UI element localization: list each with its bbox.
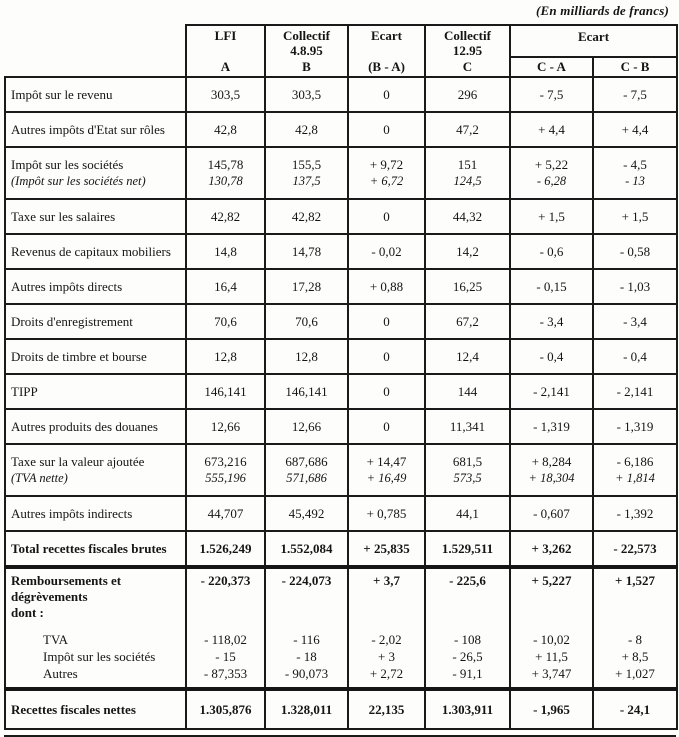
cell-value: 42,8 bbox=[214, 122, 237, 137]
value-cell bbox=[186, 339, 265, 374]
cell-value: 70,6 bbox=[295, 314, 318, 329]
row-label: Impôt sur les sociétés bbox=[11, 157, 124, 172]
value-cell bbox=[425, 444, 510, 496]
cell-value: - 0,15 bbox=[536, 279, 567, 294]
row-label: Taxe sur la valeur ajoutée bbox=[11, 454, 145, 469]
value-cell bbox=[348, 444, 425, 496]
sub-row-label: Autres bbox=[43, 666, 78, 681]
value-cell bbox=[425, 112, 510, 147]
table-row bbox=[5, 304, 677, 339]
value-cell bbox=[348, 77, 425, 112]
value-cell bbox=[593, 234, 677, 269]
cell-value: 12,4 bbox=[456, 349, 479, 364]
cell-value: - 7,5 bbox=[539, 87, 564, 102]
cell-value: - 1,319 bbox=[616, 419, 654, 434]
value-cell bbox=[593, 147, 677, 199]
sub-cell-value: + 3,747 bbox=[531, 666, 572, 681]
cell-value: 0 bbox=[383, 87, 390, 102]
value-cell bbox=[593, 409, 677, 444]
value-cell bbox=[348, 147, 425, 199]
value-cell bbox=[425, 147, 510, 199]
cell-value: - 3,4 bbox=[539, 314, 564, 329]
value-cell bbox=[510, 567, 593, 689]
value-cell bbox=[265, 77, 348, 112]
cell-value: + 3,262 bbox=[531, 541, 572, 556]
cell-value-italic: 124,5 bbox=[453, 174, 482, 188]
value-cell bbox=[510, 147, 593, 199]
value-cell bbox=[186, 77, 265, 112]
cell-value: - 0,02 bbox=[371, 244, 402, 259]
corner-cell bbox=[5, 25, 186, 77]
cell-value: - 1,392 bbox=[616, 506, 654, 521]
cell-value: 681,5 bbox=[452, 454, 483, 469]
row-label-cell bbox=[5, 199, 186, 234]
value-cell bbox=[265, 409, 348, 444]
cell-value-italic: 571,686 bbox=[286, 471, 327, 485]
cell-value: + 0,88 bbox=[369, 279, 404, 294]
value-cell bbox=[186, 531, 265, 567]
value-cell bbox=[425, 199, 510, 234]
cell-value-italic: - 13 bbox=[625, 174, 645, 188]
value-cell bbox=[510, 374, 593, 409]
value-cell bbox=[593, 112, 677, 147]
value-cell bbox=[186, 112, 265, 147]
value-cell bbox=[593, 304, 677, 339]
cell-value: 145,78 bbox=[207, 157, 244, 172]
sub-cell-value: + 3 bbox=[377, 649, 396, 664]
cell-value: 42,8 bbox=[295, 122, 318, 137]
value-cell bbox=[265, 147, 348, 199]
value-cell bbox=[510, 339, 593, 374]
cell-value: 0 bbox=[383, 314, 390, 329]
value-cell bbox=[425, 409, 510, 444]
value-cell bbox=[186, 199, 265, 234]
row-label-cell bbox=[5, 689, 186, 729]
value-cell bbox=[186, 234, 265, 269]
value-cell bbox=[425, 339, 510, 374]
cell-value: 151 bbox=[457, 157, 478, 172]
cell-value: 0 bbox=[383, 384, 390, 399]
sub-cell-value: - 15 bbox=[215, 649, 236, 664]
value-cell bbox=[348, 112, 425, 147]
row-label: dégrèvements bbox=[11, 589, 88, 604]
cell-value: - 3,4 bbox=[623, 314, 647, 329]
sub-cell-value: + 11,5 bbox=[535, 649, 568, 664]
col-header-ecart-b-a bbox=[348, 25, 425, 77]
row-label-cell bbox=[5, 496, 186, 531]
value-cell bbox=[593, 567, 677, 689]
cell-value: 673,216 bbox=[204, 454, 247, 469]
value-cell bbox=[265, 269, 348, 304]
cell-value: 144 bbox=[457, 384, 478, 399]
cell-value: - 0,4 bbox=[623, 349, 647, 364]
cell-value: - 220,373 bbox=[200, 573, 251, 588]
row-label: Autres impôts directs bbox=[11, 279, 123, 294]
value-cell bbox=[593, 199, 677, 234]
value-cell bbox=[265, 112, 348, 147]
table-row bbox=[5, 496, 677, 531]
value-cell bbox=[510, 689, 593, 729]
value-cell bbox=[425, 269, 510, 304]
col-header-collectif-12-95 bbox=[425, 25, 510, 77]
table-row bbox=[5, 147, 677, 199]
value-cell bbox=[425, 567, 510, 689]
table-row bbox=[5, 77, 677, 112]
table-row bbox=[5, 531, 677, 567]
value-cell bbox=[186, 496, 265, 531]
table-row bbox=[5, 444, 677, 496]
cell-value: + 5,227 bbox=[531, 573, 572, 588]
value-cell bbox=[510, 304, 593, 339]
value-cell bbox=[348, 234, 425, 269]
value-cell bbox=[425, 234, 510, 269]
col-title: Collectif 12.95 bbox=[444, 28, 491, 58]
value-cell bbox=[593, 77, 677, 112]
cell-value: 16,4 bbox=[214, 279, 237, 294]
value-cell bbox=[265, 689, 348, 729]
fiscal-table bbox=[4, 24, 678, 730]
cell-value: 44,32 bbox=[452, 209, 483, 224]
cell-value: + 0,785 bbox=[366, 506, 407, 521]
cell-value: - 4,5 bbox=[623, 157, 647, 172]
sub-cell-value: - 91,1 bbox=[452, 666, 483, 681]
cell-value: - 0,58 bbox=[619, 244, 651, 259]
cell-value-italic: + 16,49 bbox=[366, 471, 407, 485]
cell-value-italic: + 18,304 bbox=[528, 471, 575, 485]
value-cell bbox=[186, 147, 265, 199]
col-letter: C bbox=[462, 59, 473, 74]
value-cell bbox=[593, 444, 677, 496]
row-label-cell bbox=[5, 147, 186, 199]
col-letter: (B - A) bbox=[368, 59, 405, 74]
row-label-cell bbox=[5, 304, 186, 339]
value-cell bbox=[510, 269, 593, 304]
sub-cell-value: - 90,073 bbox=[284, 666, 329, 681]
row-label: Impôt sur le revenu bbox=[11, 87, 113, 102]
table-body bbox=[5, 77, 677, 729]
value-cell bbox=[186, 689, 265, 729]
subcol-c-minus-b: C - B bbox=[593, 57, 677, 77]
cell-value: + 4,4 bbox=[538, 122, 565, 137]
value-cell bbox=[348, 374, 425, 409]
table-row bbox=[5, 409, 677, 444]
cell-value: - 1,319 bbox=[533, 419, 570, 434]
value-cell bbox=[186, 409, 265, 444]
value-cell bbox=[265, 567, 348, 689]
cell-value: + 8,284 bbox=[531, 454, 572, 469]
table-row bbox=[5, 689, 677, 729]
value-cell bbox=[265, 304, 348, 339]
cell-value: 42,82 bbox=[291, 209, 322, 224]
value-cell bbox=[593, 269, 677, 304]
cell-value: - 1,03 bbox=[619, 279, 651, 294]
cell-value: 1.529,511 bbox=[441, 541, 494, 556]
col-letter: B bbox=[302, 59, 311, 74]
cell-value: - 24,1 bbox=[619, 702, 651, 717]
row-label: Taxe sur les salaires bbox=[11, 209, 116, 224]
cell-value: 1.526,249 bbox=[199, 541, 252, 556]
row-label: Total recettes fiscales brutes bbox=[11, 541, 167, 556]
cell-value: + 3,7 bbox=[373, 573, 400, 588]
cell-value: - 0,4 bbox=[539, 349, 564, 364]
col-title: LFI bbox=[214, 28, 237, 43]
cell-value: 12,8 bbox=[295, 349, 318, 364]
value-cell bbox=[510, 444, 593, 496]
cell-value: 17,28 bbox=[291, 279, 322, 294]
cell-value: 14,2 bbox=[456, 244, 479, 259]
value-cell bbox=[510, 77, 593, 112]
unit-note: (En milliards de francs) bbox=[535, 3, 669, 18]
row-label: Autres produits des douanes bbox=[11, 419, 158, 434]
cell-value: 1.305,876 bbox=[199, 702, 252, 717]
value-cell bbox=[348, 339, 425, 374]
table-row bbox=[5, 112, 677, 147]
value-cell bbox=[348, 304, 425, 339]
subcol-c-minus-a: C - A bbox=[510, 57, 593, 77]
sub-cell-value: + 2,72 bbox=[369, 666, 404, 681]
row-label-cell bbox=[5, 374, 186, 409]
value-cell bbox=[186, 269, 265, 304]
sub-row-label: Impôt sur les sociétés bbox=[43, 649, 156, 664]
sub-cell-value: - 8 bbox=[627, 632, 643, 647]
cell-value: - 225,6 bbox=[449, 573, 486, 588]
row-label-cell bbox=[5, 444, 186, 496]
cell-value: 44,707 bbox=[207, 506, 244, 521]
value-cell bbox=[510, 234, 593, 269]
value-cell bbox=[593, 374, 677, 409]
value-cell bbox=[186, 374, 265, 409]
cell-value: + 25,835 bbox=[363, 541, 410, 556]
value-cell bbox=[348, 409, 425, 444]
cell-value: 12,66 bbox=[291, 419, 322, 434]
table-row bbox=[5, 339, 677, 374]
cell-value: 0 bbox=[383, 209, 390, 224]
cell-value: 12,8 bbox=[214, 349, 237, 364]
cell-value: 67,2 bbox=[456, 314, 479, 329]
row-label-cell bbox=[5, 77, 186, 112]
row-label-cell bbox=[5, 269, 186, 304]
cell-value: + 1,5 bbox=[538, 209, 565, 224]
value-cell bbox=[265, 234, 348, 269]
value-cell bbox=[593, 689, 677, 729]
table-row bbox=[5, 269, 677, 304]
sub-cell-value: + 8,5 bbox=[621, 649, 649, 664]
row-label: Revenus de capitaux mobiliers bbox=[11, 244, 171, 259]
sub-cell-value: + 1,027 bbox=[615, 666, 655, 681]
cell-value-italic: 137,5 bbox=[292, 174, 321, 188]
value-cell bbox=[425, 304, 510, 339]
row-label: Droits d'enregistrement bbox=[11, 314, 133, 329]
cell-value: 22,135 bbox=[368, 702, 405, 717]
cell-value: 47,2 bbox=[456, 122, 479, 137]
value-cell bbox=[425, 374, 510, 409]
value-cell bbox=[510, 496, 593, 531]
cell-value: + 14,47 bbox=[366, 454, 407, 469]
value-cell bbox=[510, 409, 593, 444]
row-label-cell bbox=[5, 112, 186, 147]
value-cell bbox=[265, 444, 348, 496]
row-label-italic: (Impôt sur les sociétés net) bbox=[11, 174, 146, 188]
col-letter: A bbox=[220, 59, 231, 74]
cell-value: - 2,141 bbox=[616, 384, 654, 399]
table-row bbox=[5, 234, 677, 269]
cell-value: 303,5 bbox=[210, 87, 241, 102]
row-label-cell bbox=[5, 409, 186, 444]
value-cell bbox=[348, 531, 425, 567]
cell-value: 11,341 bbox=[449, 419, 486, 434]
cell-value: - 6,186 bbox=[616, 454, 654, 469]
cell-value: 155,5 bbox=[291, 157, 322, 172]
value-cell bbox=[348, 496, 425, 531]
col-header-lfi bbox=[186, 25, 265, 77]
value-cell bbox=[265, 496, 348, 531]
cell-value: 296 bbox=[457, 87, 478, 102]
cell-value: + 1,527 bbox=[615, 573, 655, 588]
value-cell bbox=[425, 689, 510, 729]
row-label: Autres impôts indirects bbox=[11, 506, 133, 521]
cell-value-italic: 573,5 bbox=[453, 471, 482, 485]
cell-value-italic: 555,196 bbox=[205, 471, 246, 485]
cell-value: 42,82 bbox=[210, 209, 241, 224]
sub-cell-value: - 118,02 bbox=[204, 632, 247, 647]
cell-value: 14,78 bbox=[291, 244, 322, 259]
cell-value: + 1,5 bbox=[621, 209, 649, 224]
sub-row-label: TVA bbox=[43, 632, 69, 647]
sub-cell-value: - 116 bbox=[293, 632, 320, 647]
value-cell bbox=[593, 496, 677, 531]
row-label: Droits de timbre et bourse bbox=[11, 349, 147, 364]
cell-value: + 9,72 bbox=[369, 157, 404, 172]
value-cell bbox=[348, 567, 425, 689]
cell-value: 0 bbox=[383, 419, 390, 434]
row-label-cell bbox=[5, 234, 186, 269]
cell-value: - 7,5 bbox=[623, 87, 647, 102]
value-cell bbox=[186, 567, 265, 689]
cell-value: 44,1 bbox=[456, 506, 479, 521]
value-cell bbox=[348, 269, 425, 304]
row-label-cell bbox=[5, 339, 186, 374]
sub-cell-value: - 87,353 bbox=[203, 666, 248, 681]
cell-value: 0 bbox=[383, 122, 390, 137]
value-cell bbox=[510, 112, 593, 147]
cell-value: 12,66 bbox=[210, 419, 241, 434]
cell-value: 45,492 bbox=[288, 506, 325, 521]
cell-value: + 4,4 bbox=[621, 122, 649, 137]
cell-value: - 22,573 bbox=[613, 541, 657, 556]
value-cell bbox=[186, 304, 265, 339]
cell-value: 14,8 bbox=[214, 244, 237, 259]
sub-cell-value: - 2,02 bbox=[371, 632, 402, 647]
sub-cell-value: - 26,5 bbox=[452, 649, 483, 664]
cell-value: 0 bbox=[383, 349, 390, 364]
cell-value: 1.552,084 bbox=[280, 541, 333, 556]
value-cell bbox=[348, 199, 425, 234]
cell-value: 303,5 bbox=[291, 87, 322, 102]
value-cell bbox=[425, 496, 510, 531]
cell-value-italic: 130,78 bbox=[208, 174, 243, 188]
cell-value: - 0,607 bbox=[533, 506, 570, 521]
row-label: Recettes fiscales nettes bbox=[11, 702, 136, 717]
col-header-collectif-4-8-95 bbox=[265, 25, 348, 77]
col-header-ecart-c: Ecart bbox=[510, 25, 677, 57]
row-label: Remboursements et bbox=[11, 573, 122, 588]
value-cell bbox=[186, 444, 265, 496]
cell-value: + 5,22 bbox=[534, 157, 569, 172]
cell-value: 1.328,011 bbox=[280, 702, 333, 717]
cell-value: - 1,965 bbox=[533, 702, 570, 717]
cell-value: 16,25 bbox=[452, 279, 483, 294]
table-row bbox=[5, 199, 677, 234]
value-cell bbox=[425, 77, 510, 112]
value-cell bbox=[265, 531, 348, 567]
row-label-cell bbox=[5, 567, 186, 689]
row-label-note: dont : bbox=[11, 605, 44, 620]
value-cell bbox=[348, 689, 425, 729]
sub-cell-value: - 18 bbox=[296, 649, 317, 664]
row-label: Autres impôts d'Etat sur rôles bbox=[11, 122, 165, 137]
row-label-cell bbox=[5, 531, 186, 567]
sub-cell-value: - 108 bbox=[453, 632, 482, 647]
value-cell bbox=[265, 374, 348, 409]
cell-value-italic: + 6,72 bbox=[369, 174, 404, 188]
sub-cell-value: - 10,02 bbox=[533, 632, 570, 647]
value-cell bbox=[265, 199, 348, 234]
value-cell bbox=[593, 531, 677, 567]
row-label: TIPP bbox=[11, 384, 38, 399]
col-title: Collectif 4.8.95 bbox=[283, 28, 330, 58]
value-cell bbox=[593, 339, 677, 374]
value-cell bbox=[510, 199, 593, 234]
cell-value: 146,141 bbox=[285, 384, 328, 399]
cell-value: - 2,141 bbox=[533, 384, 570, 399]
cell-value: - 0,6 bbox=[539, 244, 564, 259]
value-cell bbox=[425, 531, 510, 567]
value-cell bbox=[265, 339, 348, 374]
cell-value-italic: - 6,28 bbox=[536, 174, 567, 188]
cell-value: - 224,073 bbox=[281, 573, 332, 588]
cell-value: 70,6 bbox=[214, 314, 237, 329]
value-cell bbox=[510, 531, 593, 567]
table-header bbox=[5, 25, 677, 77]
row-label-italic: (TVA nette) bbox=[11, 471, 68, 485]
remboursements-section-row bbox=[5, 567, 677, 689]
cell-value: 146,141 bbox=[204, 384, 247, 399]
cell-value: 687,686 bbox=[285, 454, 328, 469]
cell-value: 1.303,911 bbox=[441, 702, 494, 717]
col-title: Ecart bbox=[370, 28, 403, 43]
table-row bbox=[5, 374, 677, 409]
cell-value-italic: + 1,814 bbox=[615, 471, 655, 485]
